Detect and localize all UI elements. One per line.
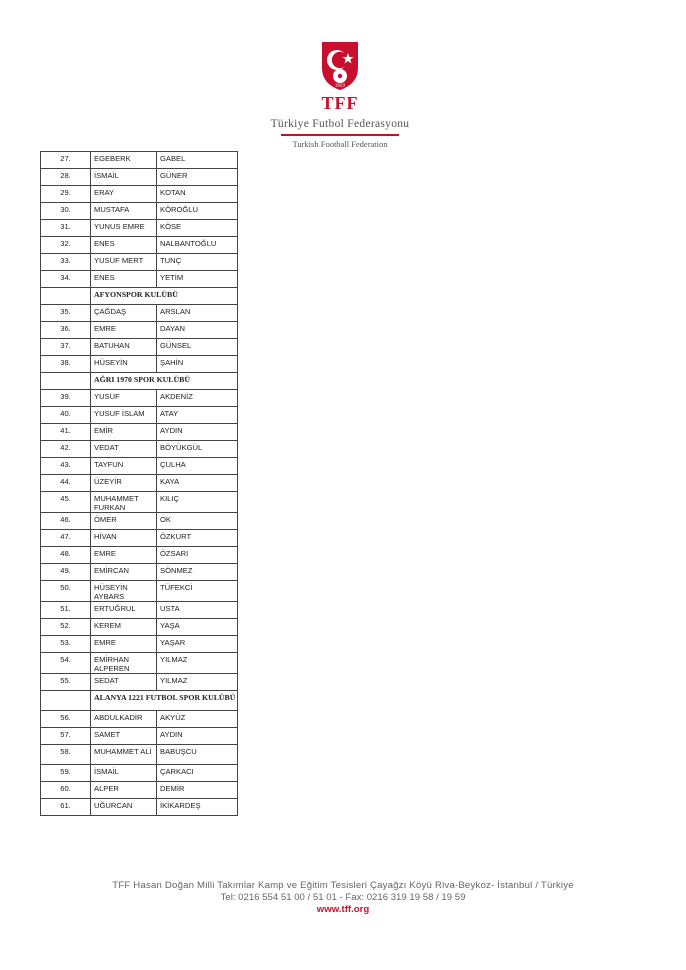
player-number: 60. xyxy=(41,782,91,799)
player-number: 33. xyxy=(41,254,91,271)
player-number: 36. xyxy=(41,322,91,339)
player-last-name: YILMAZ xyxy=(157,674,238,691)
footer-phone: Tel: 0216 554 51 00 / 51 01 - Fax: 0216 319 19 58 / 19 59 xyxy=(220,892,466,903)
player-first-name: YUSUF İSLAM xyxy=(91,407,157,424)
player-first-name: VEDAT xyxy=(91,441,157,458)
player-number: 28. xyxy=(41,169,91,186)
letterhead xyxy=(270,38,410,149)
player-number: 46. xyxy=(41,513,91,530)
player-last-name: ŞAHİN xyxy=(157,356,238,373)
player-last-name: DAYAN xyxy=(157,322,238,339)
player-last-name: AKDENİZ xyxy=(157,390,238,407)
club-header-row xyxy=(41,288,238,305)
table-row xyxy=(41,619,238,636)
player-first-name: UĞURCAN xyxy=(91,799,157,816)
player-last-name: DEMİR xyxy=(157,782,238,799)
table-row xyxy=(41,728,238,745)
player-first-name: ÇAĞDAŞ xyxy=(91,305,157,322)
table-row xyxy=(41,356,238,373)
player-number: 49. xyxy=(41,564,91,581)
player-last-name: YAŞAR xyxy=(157,636,238,653)
page-footer xyxy=(0,880,686,915)
player-number: 56. xyxy=(41,711,91,728)
player-last-name: KAYA xyxy=(157,475,238,492)
player-number: 32. xyxy=(41,237,91,254)
player-number: 55. xyxy=(41,674,91,691)
player-first-name: ENES xyxy=(91,271,157,288)
table-row xyxy=(41,475,238,492)
player-last-name: AKYÜZ xyxy=(157,711,238,728)
player-first-name: ÜZEYİR xyxy=(91,475,157,492)
player-first-name: İSMAİL xyxy=(91,765,157,782)
player-first-name: ERTUĞRUL xyxy=(91,602,157,619)
player-last-name: ATAY xyxy=(157,407,238,424)
player-first-name: YUSUF xyxy=(91,390,157,407)
player-number: 40. xyxy=(41,407,91,424)
table-row xyxy=(41,203,238,220)
player-first-name: ENES xyxy=(91,237,157,254)
player-first-name: EMRE xyxy=(91,322,157,339)
table-row xyxy=(41,220,238,237)
table-row xyxy=(41,564,238,581)
player-first-name: EGEBERK xyxy=(91,152,157,169)
player-number: 44. xyxy=(41,475,91,492)
federation-name-en: Turkish Football Federation xyxy=(292,138,388,149)
player-number: 53. xyxy=(41,636,91,653)
club-name: AFYONSPOR KULÜBÜ xyxy=(91,288,238,305)
table-row xyxy=(41,799,238,816)
player-last-name: TÜFEKCİ xyxy=(157,581,238,602)
table-row xyxy=(41,271,238,288)
table-row xyxy=(41,237,238,254)
player-number: 51. xyxy=(41,602,91,619)
player-last-name: AYDIN xyxy=(157,424,238,441)
table-row xyxy=(41,254,238,271)
player-first-name: EMRE xyxy=(91,636,157,653)
footer-address: TFF Hasan Doğan Milli Takımlar Kamp ve Eğitim Tesisleri Çayağzı Köyü Riva-Beykoz- İstanbul / Türkiye xyxy=(112,880,574,891)
table-row xyxy=(41,711,238,728)
player-last-name: GÜNSEL xyxy=(157,339,238,356)
table-row xyxy=(41,530,238,547)
player-number: 41. xyxy=(41,424,91,441)
table-row xyxy=(41,186,238,203)
player-number: 47. xyxy=(41,530,91,547)
player-first-name: ÖMER xyxy=(91,513,157,530)
player-last-name: USTA xyxy=(157,602,238,619)
table-row xyxy=(41,581,238,602)
brand-wordmark: TFF xyxy=(321,93,359,113)
player-number: 52. xyxy=(41,619,91,636)
player-last-name: BABUŞCU xyxy=(157,745,238,765)
player-first-name: SEDAT xyxy=(91,674,157,691)
player-number: 58. xyxy=(41,745,91,765)
player-first-name: ABDULKADİR xyxy=(91,711,157,728)
player-first-name: YUNUS EMRE xyxy=(91,220,157,237)
table-row xyxy=(41,322,238,339)
player-first-name: EMİRCAN xyxy=(91,564,157,581)
player-first-name: MUHAMMET FURKAN xyxy=(91,492,157,513)
player-last-name: YAŞA xyxy=(157,619,238,636)
player-first-name: EMİRHAN ALPEREN xyxy=(91,653,157,674)
table-row xyxy=(41,547,238,564)
player-first-name: EMRE xyxy=(91,547,157,564)
player-last-name: ÇULHA xyxy=(157,458,238,475)
table-row xyxy=(41,674,238,691)
empty-cell xyxy=(41,288,91,305)
club-name: AĞRI 1970 SPOR KULÜBÜ xyxy=(91,373,238,390)
player-number: 61. xyxy=(41,799,91,816)
player-last-name: SÖNMEZ xyxy=(157,564,238,581)
player-last-name: KÖROĞLU xyxy=(157,203,238,220)
player-number: 54. xyxy=(41,653,91,674)
player-last-name: KÖSE xyxy=(157,220,238,237)
player-first-name: YUSUF MERT xyxy=(91,254,157,271)
player-number: 42. xyxy=(41,441,91,458)
table-row xyxy=(41,152,238,169)
empty-cell xyxy=(41,373,91,390)
table-row xyxy=(41,782,238,799)
table-row xyxy=(41,407,238,424)
table-row xyxy=(41,339,238,356)
footer-website-link[interactable]: www.tff.org xyxy=(316,904,370,915)
player-number: 30. xyxy=(41,203,91,220)
player-number: 34. xyxy=(41,271,91,288)
tff-crest-logo xyxy=(318,38,362,92)
federation-name: Türkiye Futbol Federasyonu xyxy=(270,118,410,130)
table-row xyxy=(41,513,238,530)
table-row xyxy=(41,169,238,186)
empty-cell xyxy=(41,691,91,711)
player-last-name: İKİKARDEŞ xyxy=(157,799,238,816)
table-row xyxy=(41,305,238,322)
player-number: 38. xyxy=(41,356,91,373)
player-last-name: GABEL xyxy=(157,152,238,169)
table-row xyxy=(41,458,238,475)
player-last-name: ÖZKURT xyxy=(157,530,238,547)
player-number: 59. xyxy=(41,765,91,782)
player-last-name: AYDIN xyxy=(157,728,238,745)
player-first-name: KEREM xyxy=(91,619,157,636)
player-last-name: KOTAN xyxy=(157,186,238,203)
club-header-row xyxy=(41,691,238,711)
player-last-name: TUNÇ xyxy=(157,254,238,271)
player-number: 45. xyxy=(41,492,91,513)
player-last-name: NALBANTOĞLU xyxy=(157,237,238,254)
player-last-name: YETİM xyxy=(157,271,238,288)
player-last-name: YILMAZ xyxy=(157,653,238,674)
player-last-name: BÖYÜKGÜL xyxy=(157,441,238,458)
club-header-row xyxy=(41,373,238,390)
player-number: 57. xyxy=(41,728,91,745)
player-number: 31. xyxy=(41,220,91,237)
player-first-name: ERAY xyxy=(91,186,157,203)
table-row xyxy=(41,765,238,782)
player-first-name: ALPER xyxy=(91,782,157,799)
player-number: 43. xyxy=(41,458,91,475)
table-row xyxy=(41,492,238,513)
player-number: 48. xyxy=(41,547,91,564)
header-divider xyxy=(281,134,399,136)
table-row xyxy=(41,636,238,653)
player-last-name: ARSLAN xyxy=(157,305,238,322)
player-first-name: EMİR xyxy=(91,424,157,441)
club-name: ALANYA 1221 FUTBOL SPOR KULÜBÜ xyxy=(91,691,238,711)
player-list-table xyxy=(40,151,238,816)
player-first-name: SAMET xyxy=(91,728,157,745)
player-first-name: TAYFUN xyxy=(91,458,157,475)
badge-year: 1923 xyxy=(334,82,346,88)
table-row xyxy=(41,745,238,765)
player-number: 35. xyxy=(41,305,91,322)
player-last-name: ÇARKACI xyxy=(157,765,238,782)
player-first-name: MUHAMMET ALİ xyxy=(91,745,157,765)
table-row xyxy=(41,602,238,619)
player-number: 29. xyxy=(41,186,91,203)
player-last-name: ÖZSARI xyxy=(157,547,238,564)
table-row xyxy=(41,653,238,674)
table-row xyxy=(41,424,238,441)
player-last-name: KILIÇ xyxy=(157,492,238,513)
player-number: 37. xyxy=(41,339,91,356)
table-row xyxy=(41,390,238,407)
player-last-name: OK xyxy=(157,513,238,530)
player-last-name: GÜNER xyxy=(157,169,238,186)
player-number: 27. xyxy=(41,152,91,169)
table-row xyxy=(41,441,238,458)
player-first-name: HİVAN xyxy=(91,530,157,547)
player-first-name: İSMAİL xyxy=(91,169,157,186)
player-first-name: BATUHAN xyxy=(91,339,157,356)
player-number: 39. xyxy=(41,390,91,407)
player-first-name: HÜSEYİN xyxy=(91,356,157,373)
player-number: 50. xyxy=(41,581,91,602)
player-first-name: HÜSEYİN AYBARS xyxy=(91,581,157,602)
player-first-name: MUSTAFA xyxy=(91,203,157,220)
